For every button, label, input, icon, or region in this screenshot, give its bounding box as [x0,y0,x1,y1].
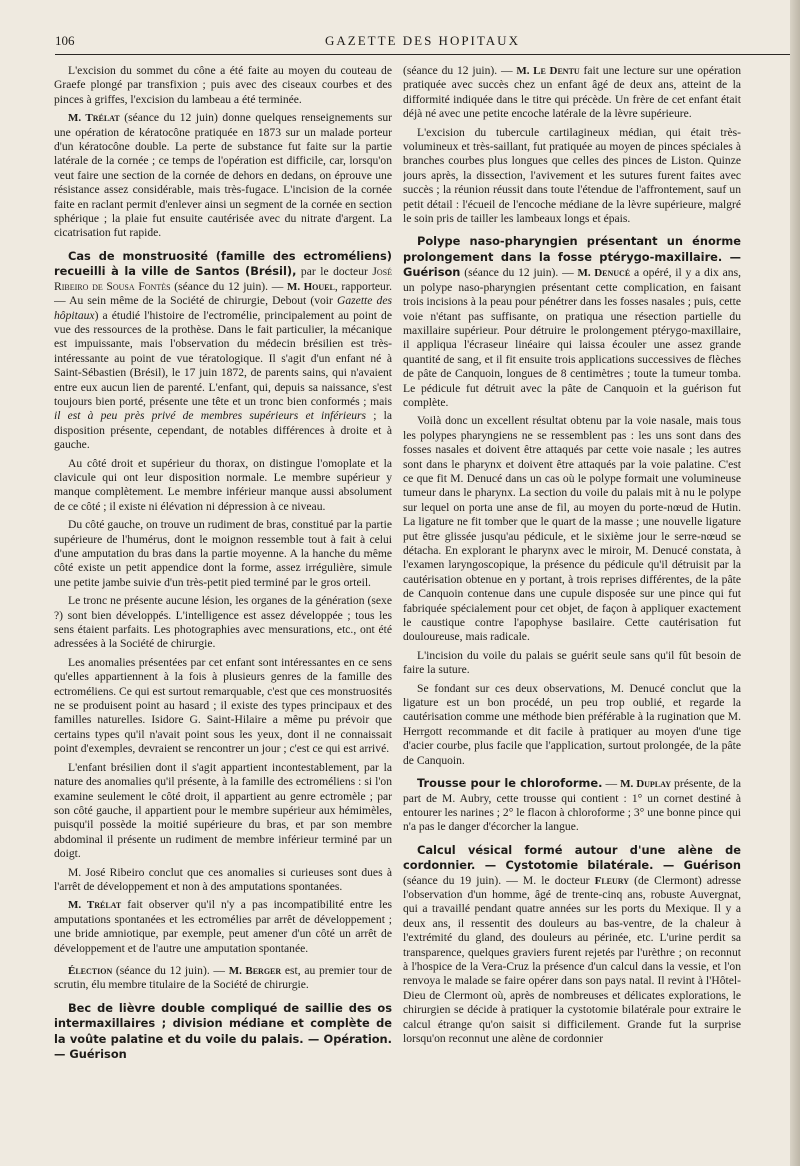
paragraph-text: — [602,777,621,791]
section-heading: Bec de lièvre double compliqué de saillie des os intermaxillaires ; division médiane et complète de la voûte palatine et du voile du palais. — Opération. — Guérison [54,1000,392,1061]
paragraph-text: (de Clermont) adresse l'observation d'un homme, âgé de trente-cinq ans, robuste Auvergnat, qui a travaillé pendant quatre années sur les ports du Mexique. Il y a deux ans, il ressentit des douleurs au bas-ventre, de la chaleur à l'extrémité du gland, des douleurs au périnée, etc. L'urine perdit sa transparence, quelques graviers furent rejetés par l'urèthre ; on reconnut à l'hospice de la Vera-Cruz la présence d'un calcul dans la vessie, et l'on renvoya le malade se faire opérer dans son pays natal. Il revint à l'Hôtel-Dieu de Clermont où, après de nombreuses et délicates explorations, le chirurgien se décide à pratiquer la cystotomie bilatérale pour extraire le calcul étrange qu'on saisit si difficilement. Grande fut la surprise lorsqu'on reconnut une alène de cordonnier [403,873,741,1045]
paragraph: Se fondant sur ces deux observations, M. Denucé conclut que la ligature est un bon procédé, un peu trop oublié, et regarde la cautérisation comme une méthode bien préférable à la rugination que M. Herrgott recommande et dit facile à pratiquer au moyen d'une tige d'acier courbe, plus facile que l'application, surtout prolongée, de la pâte de Canquoin. [403,681,741,767]
speaker-name: M. Denucé [577,267,631,280]
paragraph-text: présente, de la part de M. Aubry, cette trousse qui contient : 1° un cornet destiné à entourer les narines ; 2° le flacon à chloroforme ; 3° une bonne pince qui n'a pas le danger d'écorcher la langue. [403,777,741,834]
paragraph-text: a opéré, il y a dix ans, un polype naso-pharyngien présentant cette complication, en faisant trois incisions à la peau pour pénétrer dans les fosses nasales ; puis, cette voie n'étant pas suffisante, on pratiqua une résection partielle du maxillaire supérieur. Pour détruire le prolongement ptérygo-maxillaire, il appliqua l'écraseur linéaire qui laissa écouler une assez grande quantité de sang, et il fit ensuite trois applications successives de flèches de pâte de Canquoin, longues de 8 centimètres ; toute la tumeur tomba. Le pédicule fut détruit avec la pâte de Canquoin et la guérison fut complète. [403,266,741,409]
section-heading: Polype naso-pharyngien présentant un énorme prolongement dans la fosse ptérygo-maxillaire. — Guérison [403,234,741,280]
paragraph: Du côté gauche, on trouve un rudiment de bras, constitué par la partie supérieure de l'humérus, dont le moignon ressemble tout à fait à celui d'une amputation du bras dans la partie moyenne. A la hanche du même côté existe un petit appendice dont la forme, assez irrégulière, simule une petite jambe suivie d'un très-petit pied terminé par le gros orteil. [54,518,392,589]
paragraph-text: ; la disposition présente, cependant, de notables différences à droite et à gauche. [54,409,392,452]
page-edge-shadow [790,0,800,1166]
speaker-name: M. Le Dentu [516,65,580,77]
italic-phrase: il est à peu près privé de membres supérieurs et inférieurs [54,409,367,423]
section-heading: Cas de monstruosité (famille des ectroméliens) recueilli à la ville de Santos (Brésil), [54,248,392,279]
paragraph-text: fait observer qu'il n'y a pas incompatibilité entre les amputations spontanées et les ectromélies par arrêt de développement ; une bride amniotique, par exemple, peut amener d'un côté un arrêt de développement et de l'autre une amputation spontanée. [54,898,392,955]
paragraph-text: (séance du 19 juin). — M. le docteur [403,873,595,887]
section-heading: Élection [68,964,113,977]
paragraph-text: par le docteur [296,265,373,279]
paragraph [403,64,741,122]
speaker-name: M. Trélat [68,899,122,912]
speaker-name: M. Trélat [68,112,120,125]
page-number: 106 [55,33,75,48]
paragraph: L'incision du voile du palais se guérit seule sans qu'il fût besoin de faire la suture. [403,648,741,677]
section-heading: Trousse pour le chloroforme. [417,776,603,791]
paragraph-text: (séance du 12 juin) donne quelques renseignements sur une opération de kératocône pratiquée en 1873 sur un malade porteur d'un kératocône double. La perte de substance fut faite sur la partie latérale de la cornée ; ce temps de l'opération est difficile, car, lorsqu'on veut faire une section de la cornée de dehors en dedans, on éprouve une résistance assez considérable, mais très-fugace. L'incision de la cornée faite en raclant permit d'enlever ainsi un segment de la cornée en section sphérique ; la plaie fut ensuite cautérisée avec du nitrate d'argent. La cicatrisation fut rapide. [54,111,392,240]
paragraph [54,111,392,241]
speaker-name: M. Berger [228,964,282,977]
paragraph-text: (séance du 12 juin). — [460,266,578,280]
paragraph-text: (séance du 12 juin). — [170,279,287,293]
paragraph [54,898,392,956]
left-column [54,64,392,1149]
paragraph-text: , rapporteur. — Au sein même de la Société de chirurgie, Debout (voir [54,279,392,308]
paragraph-text: (séance du 12 juin). — [112,963,229,977]
paragraph: Voilà donc un excellent résultat obtenu par la voie nasale, mais tous les polypes pharyngiens ne se ressemblent pas : les uns sont dans des fosses nasales et doivent être attaqués par cette voie nasale ; les autres sont dans le pharynx et doivent être attaqués par la voie palatine. C'est ce que fit M. Denucé dans un cas où le polype formait une volumineuse tumeur dans le pharynx. La section du voile du palais mit à nu le polype sur lequel on porta une anse de fil, au moyen du porte-nœud de Hutin. La ligature ne fit tomber que le quart de la masse ; une nouvelle ligature put être glissée jusqu'au pédicule, et le sixième jour le serre-nœud se détacha. En explorant le pharynx avec le miroir, M. Denucé constata, à l'examen laryngoscopique, la présence du pédicule qu'il détruisit par la cautérisation obtenue en y portant, à trois reprises différentes, de la pâte de Canquoin contenue dans une cupule disposée sur une pince qui fut fabriquée spécialement pour cet objet, de façon à appliquer exactement le caustique contre l'apophyse basilaire. Cette cautérisation fut douloureuse, mais radicale. [403,414,741,644]
journal-title: GAZETTE DES HOPITAUX [325,33,520,48]
right-column [403,64,741,1149]
paragraph [54,964,392,993]
speaker-name: M. Duplay [620,778,671,791]
paragraph-text: est, au premier tour de scrutin, élu membre titulaire de la Société de chirurgie. [54,963,392,992]
journal-reference: Gazette des hôpitaux [54,294,392,322]
speaker-name: Fleury [594,874,630,887]
paragraph [403,843,741,1047]
page-header [55,30,790,55]
rapporteur-name: M. Houel [286,280,335,293]
paragraph: L'excision du tubercule cartilagineux médian, qui était très-volumineux et très-saillant, fut pratiquée au moyen de pinces spéciales à branches courbes plus longues que celles des pinces de Liston. Quinze jours après, la dissection, l'avivement et les sutures furent faites avec succès ; la réunion réussit dans toute l'étendue de l'affrontement, sauf un petit détail : l'écueil de l'encoche médiane de la lèvre supérieure, malgré le soin pris de tailler les lambeaux longs et épais. [403,125,741,226]
author-name: José Ribeiro de Sousa Fontès [54,265,392,293]
paragraph: L'excision du sommet du cône a été faite au moyen du couteau de Graefe plongé par transfixion ; puis avec des ciseaux courbes et des pinces à griffes, l'excision du lambeau a été terminée. [54,64,392,106]
paragraph [54,249,392,453]
paragraph: M. José Ribeiro conclut que ces anomalies si curieuses sont dues à l'arrêt de développement et non à des amputations spontanées. [54,865,392,893]
paragraph: Les anomalies présentées par cet enfant sont intéressantes en ce sens qu'elles appartiennent à la fois à plusieurs genres de la famille des ectroméliens. Ce qui est surtout remarquable, c'est que ces monstruosités ne se produisent point au hasard ; il existe des types principaux et des familles naturelles. Isidore G. Saint-Hilaire a même pu prévoir que certains types qu'il n'avait point sous les yeux, dont il ne connaissait point d'exemples, devraient se rencontrer un jour ; c'est ce qui est arrivé. [54,655,392,756]
paragraph [403,776,741,835]
paragraph [54,1001,392,1063]
paragraph-text: ) a étudié l'histoire de l'ectromélie, principalement au point de vue des ressources de la prothèse. Dans le fait particulier, la mécanique est impuissante, mais l'observation du médecin brésilien est très-intéressante au point de vue tératologique. Il s'agit d'un enfant né à Saint-Sébastien (Brésil), le 17 juin 1872, de parents sains, qui n'avaient entre eux aucun lien de parenté. L'enfant, qui, depuis sa naissance, s'est toujours bien porté, présente une tête et un tronc bien conformés ; mais [54,308,392,408]
section-heading: Calcul vésical formé autour d'une alène de cordonnier. — Cystotomie bilatérale. — Guérison [403,842,741,873]
paragraph: Le tronc ne présente aucune lésion, les organes de la génération (sexe ?) sont bien développés. L'intelligence est assez développée ; tous les sens étaient parfaits. Les photographies avec mensurations, etc., ont été adressées à la Société de chirurgie. [54,594,392,651]
paragraph [403,234,741,410]
paragraph: L'enfant brésilien dont il s'agit appartient incontestablement, par la nature des anomalies qu'il présente, à la famille des ectroméliens : si l'on examine seulement le côté droit, il appartient au genre ectromèle ; par son côté gauche, il appartient pour le membre supérieur aux hémimèles, puisqu'il possède la moitié supérieure du bras, et par son membre abdominal il présente un rudiment de membre inférieur terminé par un doigt. [54,760,392,861]
paragraph-text: fait une lecture sur une opération pratiquée avec succès chez un enfant âgé de deux ans, atteint de la difformité indiquée dans le titre qui précède. Un frère de cet enfant était déjà né avec une petite encoche latérale de la lèvre supérieure. [403,64,741,121]
paragraph-text: (séance du 12 juin). — [403,64,517,77]
paragraph: Au côté droit et supérieur du thorax, on distingue l'omoplate et la clavicule qui ont leur disposition normale. Le membre supérieur y manque complètement. Le membre inférieur manque aussi absolument de ce côté ; il existe ni élévation ni dépression à ce niveau. [54,456,392,513]
